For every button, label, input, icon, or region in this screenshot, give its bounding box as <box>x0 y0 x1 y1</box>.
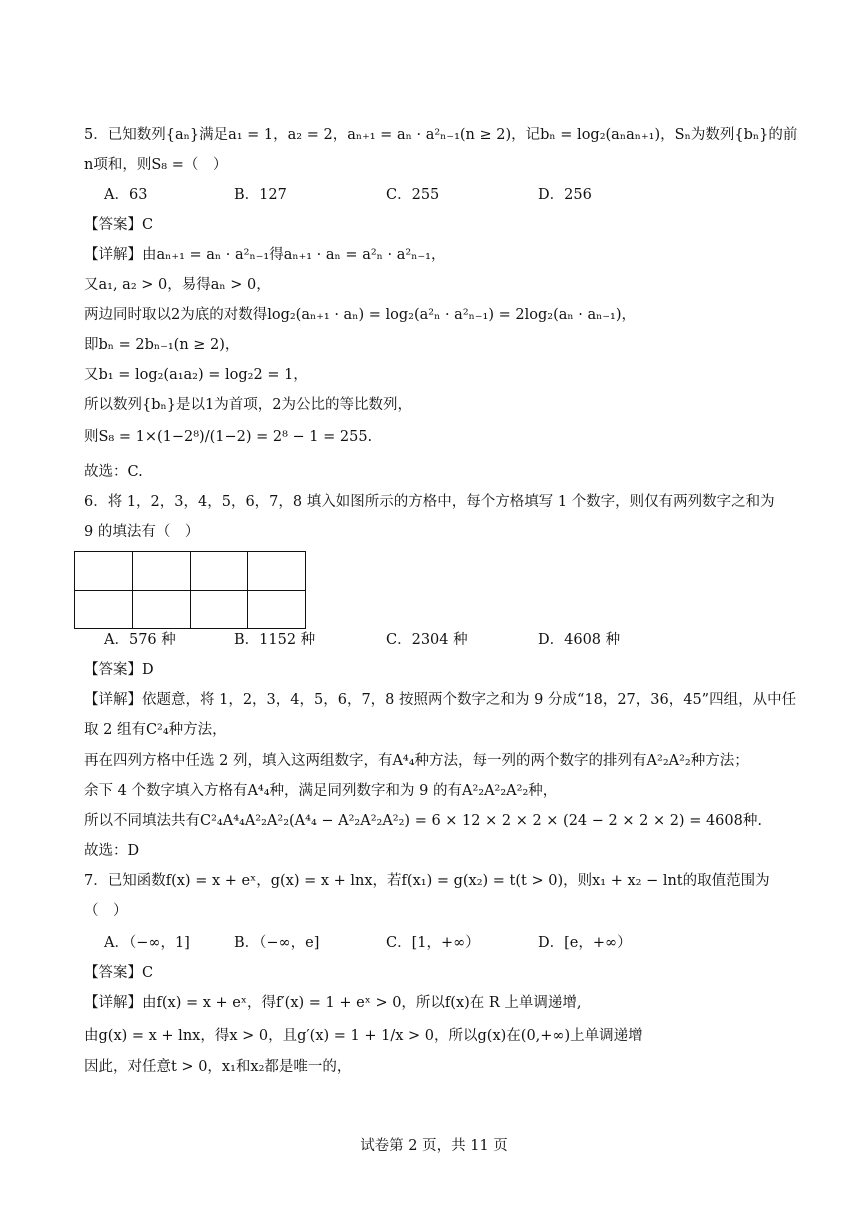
q6-option-a: A．576 种 <box>104 632 176 648</box>
q6-solution-line: 余下 4 个数字填入方格有A⁴₄种，满足同列数字和为 9 的有A²₂A²₂A²₂种， <box>84 783 558 799</box>
q6-option-d: D．4608 种 <box>538 632 621 648</box>
q6-stem-line1: 6．将 1，2，3，4，5，6，7，8 填入如图所示的方格中，每个方格填写 1 个数字，则仅有两列数字之和为 <box>84 494 775 510</box>
q6-solution-line: 故选：D <box>84 843 140 859</box>
page-footer: 试卷第 2 页，共 11 页 <box>360 1138 508 1154</box>
q5-solution-line: 即bₙ = 2bₙ₋₁(n ≥ 2)， <box>84 337 240 353</box>
q5-option-a: A．63 <box>104 187 148 203</box>
q5-solution-line: 故选：C. <box>84 464 143 480</box>
q6-answer: 【答案】D <box>84 662 154 678</box>
q5-solution-line: 【详解】由aₙ₊₁ = aₙ · a²ₙ₋₁得aₙ₊₁ · aₙ = a²ₙ · a²ₙ₋₁， <box>84 247 446 263</box>
q7-solution-line: 因此，对任意t > 0，x₁和x₂都是唯一的， <box>84 1059 352 1075</box>
q5-solution-line: 又b₁ = log₂(a₁a₂) = log₂2 = 1， <box>84 367 308 383</box>
q5-solution-line: 则S₈ = 1×(1−2⁸)/(1−2) = 2⁸ − 1 = 255. <box>84 429 373 445</box>
q6-option-b: B．1152 种 <box>234 632 316 648</box>
q7-option-d: D．[e，+∞） <box>538 935 632 951</box>
q7-stem-line2: （ ） <box>84 903 128 919</box>
grid-cell <box>75 591 133 630</box>
grid-cell <box>191 591 249 630</box>
q5-option-b: B．127 <box>234 187 287 203</box>
q6-solution-line: 取 2 组有C²₄种方法， <box>84 722 227 738</box>
q6-stem-line2: 9 的填法有（ ） <box>84 524 200 540</box>
grid-cell <box>191 552 249 591</box>
q6-solution-line: 所以不同填法共有C²₄A⁴₄A²₂A²₂(A⁴₄ − A²₂A²₂A²₂) = 6 × 12 × 2 × 2 × (24 − 2 × 2 × 2) = 4608种. <box>84 813 762 829</box>
grid-cell <box>248 591 306 630</box>
q5-option-c: C．255 <box>386 187 440 203</box>
q5-stem-line1: 5．已知数列{aₙ}满足a₁ = 1，a₂ = 2，aₙ₊₁ = aₙ · a²ₙ₋₁(n ≥ 2)，记bₙ = log₂(aₙaₙ₊₁)，Sₙ为数列{bₙ}的前 <box>84 127 798 143</box>
q7-answer: 【答案】C <box>84 965 154 981</box>
grid-cell <box>75 552 133 591</box>
q7-stem-line1: 7．已知函数f(x) = x + eˣ，g(x) = x + lnx，若f(x₁) = g(x₂) = t(t > 0)，则x₁ + x₂ − lnt的取值范围为 <box>84 873 770 889</box>
q6-solution-line: 【详解】依题意，将 1，2，3，4，5，6，7，8 按照两个数字之和为 9 分成“18，27，36，45”四组，从中任 <box>84 692 797 708</box>
q5-solution-line: 两边同时取以2为底的对数得log₂(aₙ₊₁ · aₙ) = log₂(a²ₙ · a²ₙ₋₁) = 2log₂(aₙ · aₙ₋₁)， <box>84 307 637 323</box>
grid-cell <box>133 591 191 630</box>
q5-answer: 【答案】C <box>84 217 154 233</box>
q5-option-d: D．256 <box>538 187 592 203</box>
q7-option-c: C．[1，+∞） <box>386 935 480 951</box>
q6-solution-line: 再在四列方格中任选 2 列，填入这两组数字，有A⁴₄种方法，每一列的两个数字的排列有A²₂A²₂种方法； <box>84 753 749 769</box>
q5-stem-line2: n项和，则S₈ =（ ） <box>84 157 228 173</box>
fill-grid-2x4 <box>74 551 306 629</box>
q7-solution-line: 【详解】由f(x) = x + eˣ，得f′(x) = 1 + eˣ > 0，所以f(x)在 R 上单调递增, <box>84 995 582 1011</box>
q5-solution-line: 所以数列{bₙ}是以1为首项，2为公比的等比数列， <box>84 397 412 413</box>
q6-option-c: C．2304 种 <box>386 632 468 648</box>
grid-cell <box>133 552 191 591</box>
q7-option-b: B．（−∞，e] <box>234 935 320 951</box>
grid-cell <box>248 552 306 591</box>
q7-solution-line: 由g(x) = x + lnx，得x > 0，且g′(x) = 1 + 1/x > 0，所以g(x)在(0,+∞)上单调递增 <box>84 1028 643 1044</box>
q5-solution-line: 又a₁, a₂ > 0，易得aₙ > 0， <box>84 277 271 293</box>
q7-option-a: A．（−∞，1] <box>104 935 190 951</box>
